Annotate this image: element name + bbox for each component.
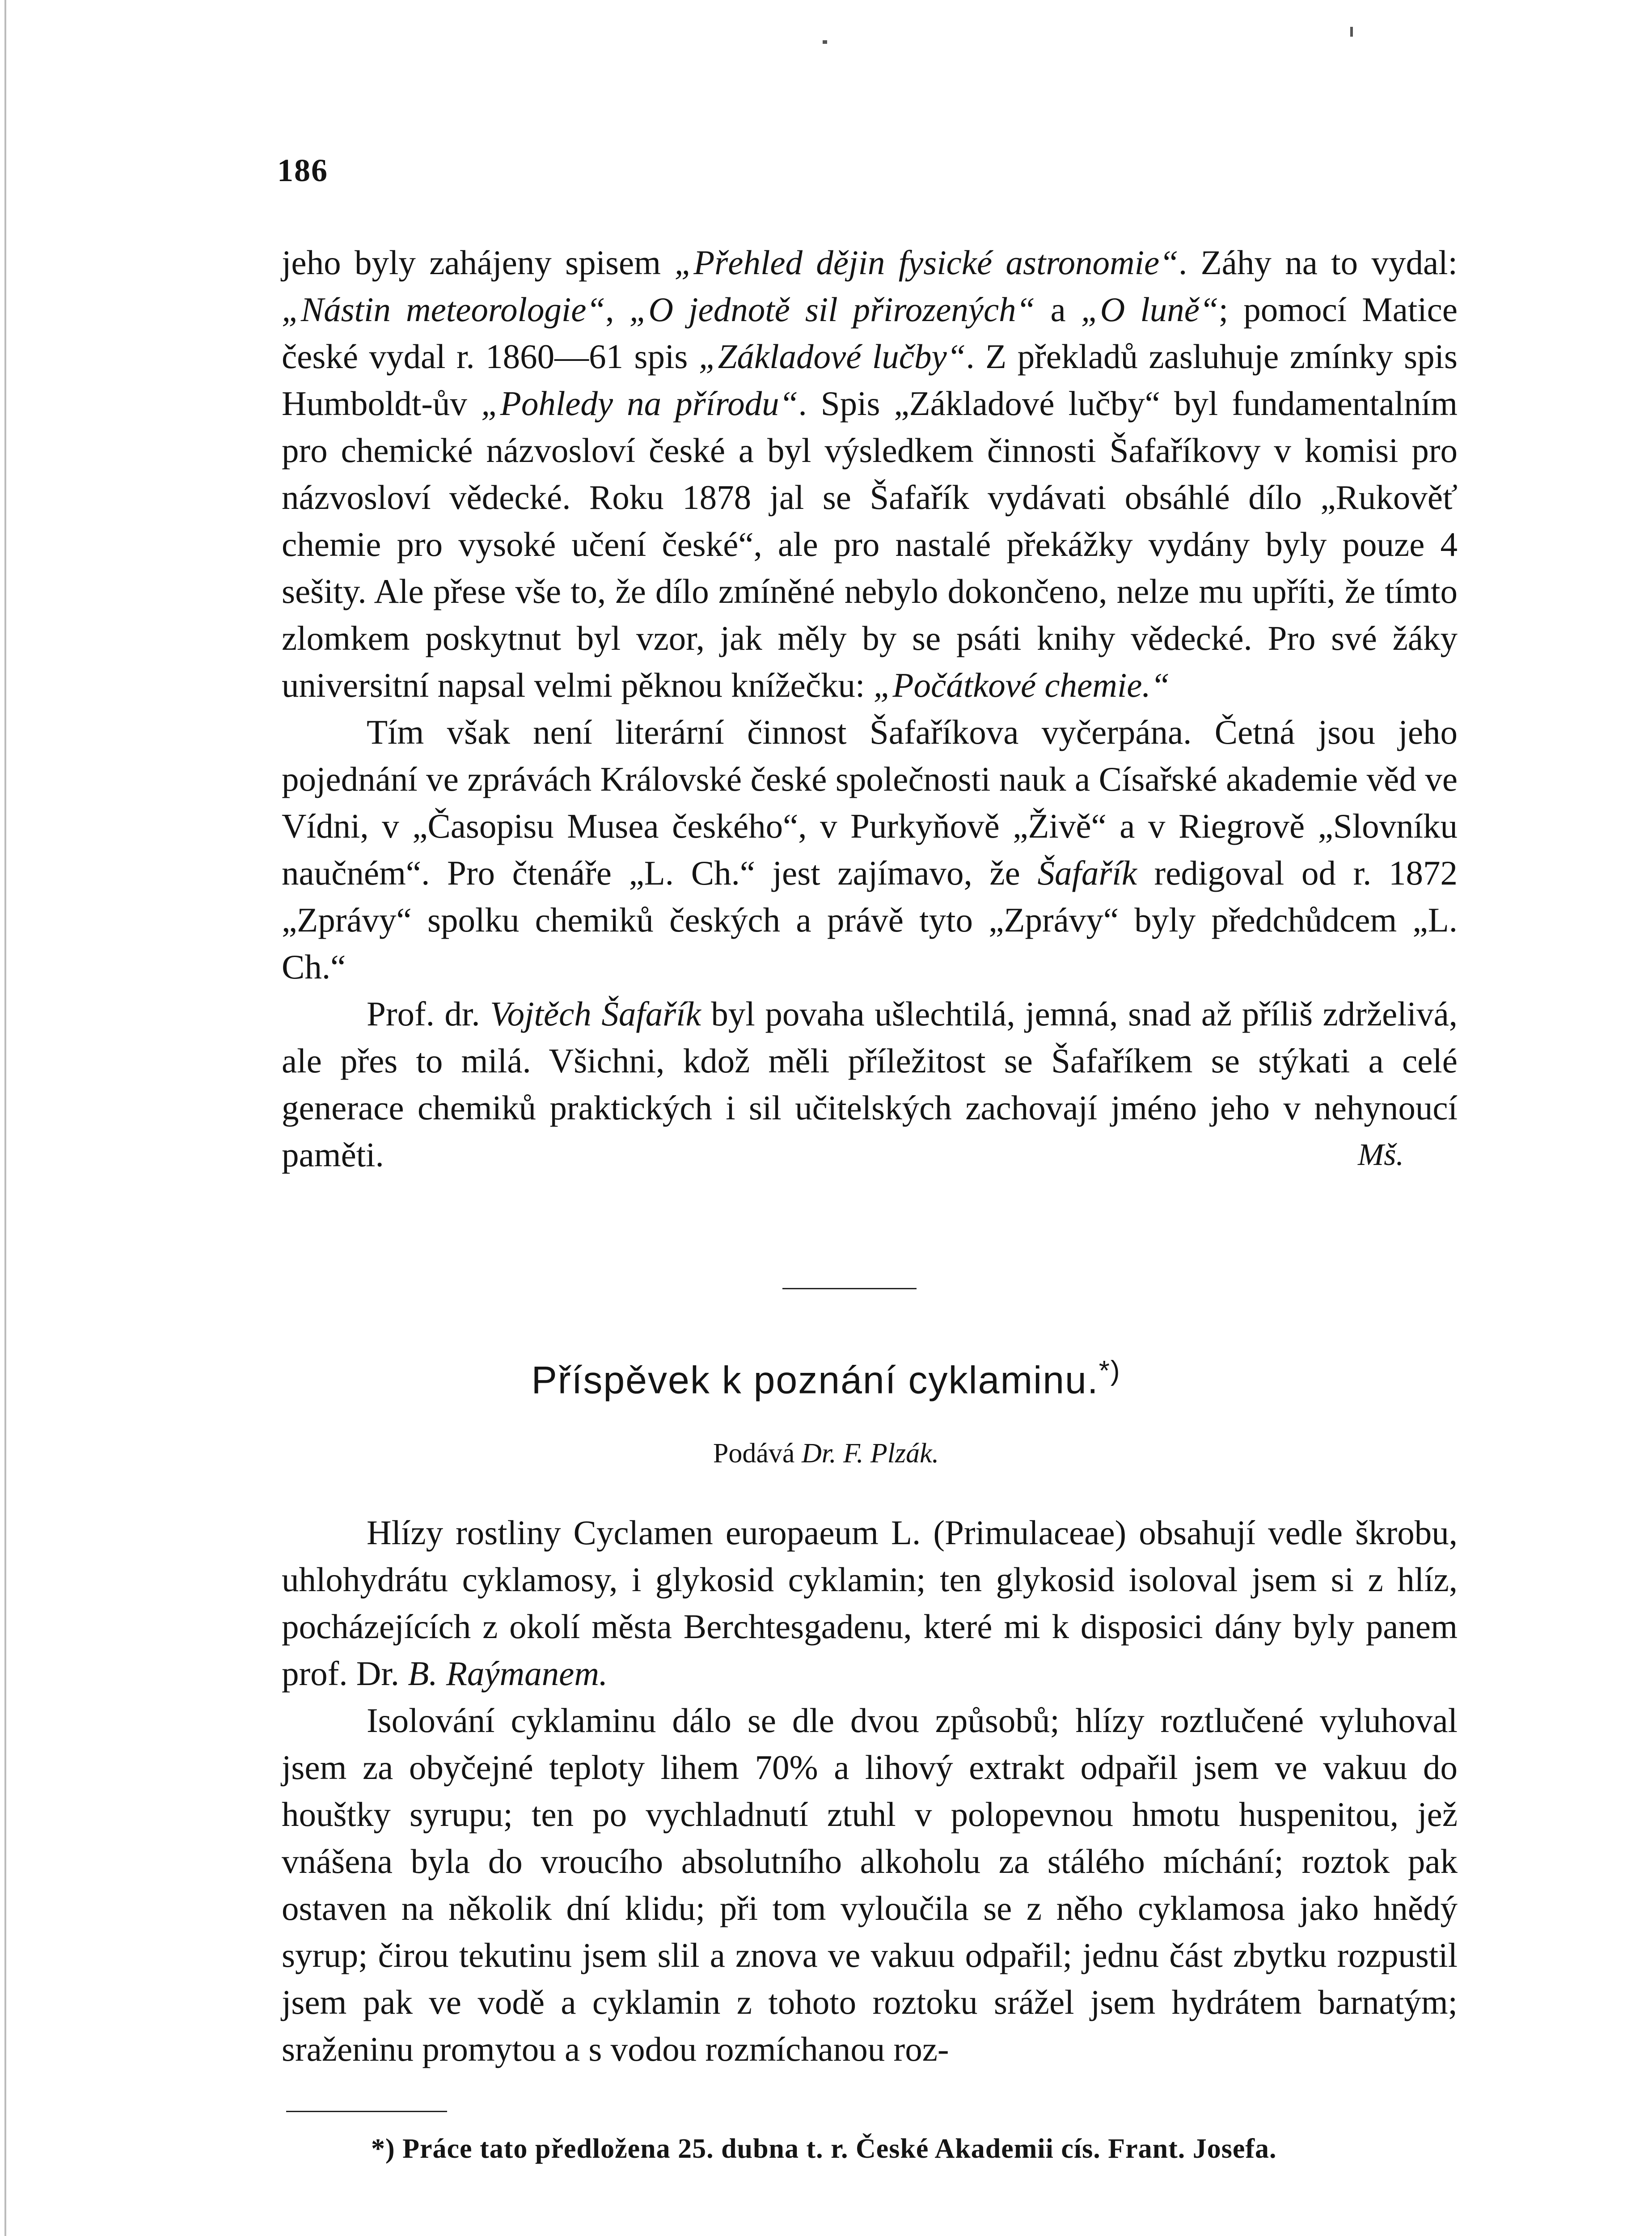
italic-text: „Pohledy na přírodu“ (481, 384, 799, 423)
footnote: *) Práce tato předložena 25. dubna t. r. České Akademii cís. Frant. Josefa. (371, 2134, 1277, 2164)
byline-author: Dr. F. Plzák. (801, 1438, 939, 1469)
article-1-paragraph-1 (282, 239, 1458, 709)
article-1-paragraph-3 (282, 991, 1458, 1178)
article-2-paragraph-1 (282, 1509, 1458, 1697)
scan-speck-right (1350, 27, 1353, 37)
text-run: Isolování cyklaminu dálo se dle dvou způsobů; hlízy roztlučené vyluhoval jsem za obyčejné teploty lihem 70% a lihový extrakt odpařil jsem ve vakuu do houštky syrupu; ten po vychladnutí ztuhl v polopevnou hmotu huspenitou, jež vnášena byla do vroucího absolutního alkoholu za stálého míchání; roztok pak ostaven na několik dní klidu; při tom vyloučila se z něho cyklamosa jako hnědý syrup; čirou tekutinu jsem slil a znova ve vakuu odpařil; jednu část zbytku rozpustil jsem pak ve vodě a cyklamin z tohoto roztoku srážel jsem hydrátem barnatým; sraženinu promytou a s vodou rozmíchanou roz- (282, 1701, 1458, 2068)
italic-text: Vojtěch Šafařík (490, 995, 701, 1033)
text-run: redigoval od r. 1872 „Zprávy“ spolku chemiků českých a právě tyto „Zprávy“ byly předchůdcem „L. Ch.“ (282, 854, 1458, 986)
text-run: jeho byly zahájeny spisem (282, 243, 675, 282)
scan-speck-top (823, 40, 827, 44)
italic-text: „O luně“ (1081, 290, 1219, 329)
text-run: Tím však není literární činnost Šafaříkova vyčerpána. Četná jsou jeho pojednání ve zprávách Královské české společnosti nauk a Císařské akademie věd ve Vídni, v „Časopisu Musea českého“, v Purkyňově „Živě“ a v Riegrově „Slovníku naučném“. Pro čtenáře „L. Ch.“ jest zajímavo, že (282, 713, 1458, 892)
text-run: , (605, 290, 630, 329)
italic-text: B. Raýmanem. (408, 1654, 608, 1693)
text-run: a (1035, 290, 1081, 329)
footnote-divider (286, 2111, 447, 2112)
author-signature: Mš. (1357, 1138, 1404, 1172)
italic-text: „Nástin meteorologie“ (282, 290, 606, 329)
article-byline (0, 1438, 1652, 1469)
italic-text: „O jednotě sil přirozených“ (629, 290, 1035, 329)
title-footnote-mark: *) (1099, 1355, 1121, 1386)
italic-text: „Počátkové chemie.“ (873, 666, 1170, 704)
text-run: byl povaha ušlechtilá, jemná, snad až příliš zdrželivá, ale přes to milá. Všichni, kdož měli příležitost se Šafaříkem se stýkati a celé generace chemiků praktických i sil učitelských zachovají jméno jeho v nehynoucí paměti. (282, 995, 1458, 1174)
text-run: Prof. dr. (367, 995, 490, 1033)
text-run: . Záhy na to vydal: (1179, 243, 1458, 282)
text-run: . Spis „Základové lučby“ byl fundamentalním pro chemické názvosloví české a byl výsledkem činnosti Šafaříkovy v komisi pro názvosloví vědecké. Roku 1878 jal se Šafařík vydávati obsáhlé dílo „Rukověť chemie pro vysoké učení české“, ale pro nastalé překážky vydány byly pouze 4 sešity. Ale přese vše to, že dílo zmíněné nebylo dokončeno, nelze mu upříti, že tímto zlomkem poskytnut byl vzor, jak měly by se psáti knihy vědecké. Pro své žáky universitní napsal velmi pěknou knížečku: (282, 384, 1458, 704)
text-run: Hlízy rostliny Cyclamen europaeum L. (Primulaceae) obsahují vedle škrobu, uhlohydrátu cyklamosy, i glykosid cyklamin; ten glykosid isoloval jsem si z hlíz, pocházejících z okolí města Berchtesgadenu, které mi k disposici dány byly panem prof. Dr. (282, 1513, 1458, 1693)
article-1-body (282, 239, 1458, 1178)
article-2-body (282, 1509, 1458, 2073)
italic-text: „Přehled dějin fysické astronomie“ (674, 243, 1179, 282)
text-run: ; pomocí Matice české vydal r. 1860—61 spis (282, 290, 1458, 376)
scan-edge-left (4, 0, 6, 2236)
page-number: 186 (277, 152, 328, 188)
italic-text: Šafařík (1037, 854, 1137, 892)
article-title-text: Příspěvek k poznání cyklaminu. (531, 1359, 1099, 1402)
section-divider (782, 1288, 917, 1289)
article-1-paragraph-2 (282, 709, 1458, 991)
article-2-paragraph-2 (282, 1697, 1458, 2073)
italic-text: „Základové lučby“ (698, 337, 966, 376)
byline-prefix: Podává (713, 1438, 795, 1469)
text-run: . Z překladů zasluhuje zmínky spis Humboldt-ův (282, 337, 1458, 423)
article-title (0, 1355, 1652, 1403)
